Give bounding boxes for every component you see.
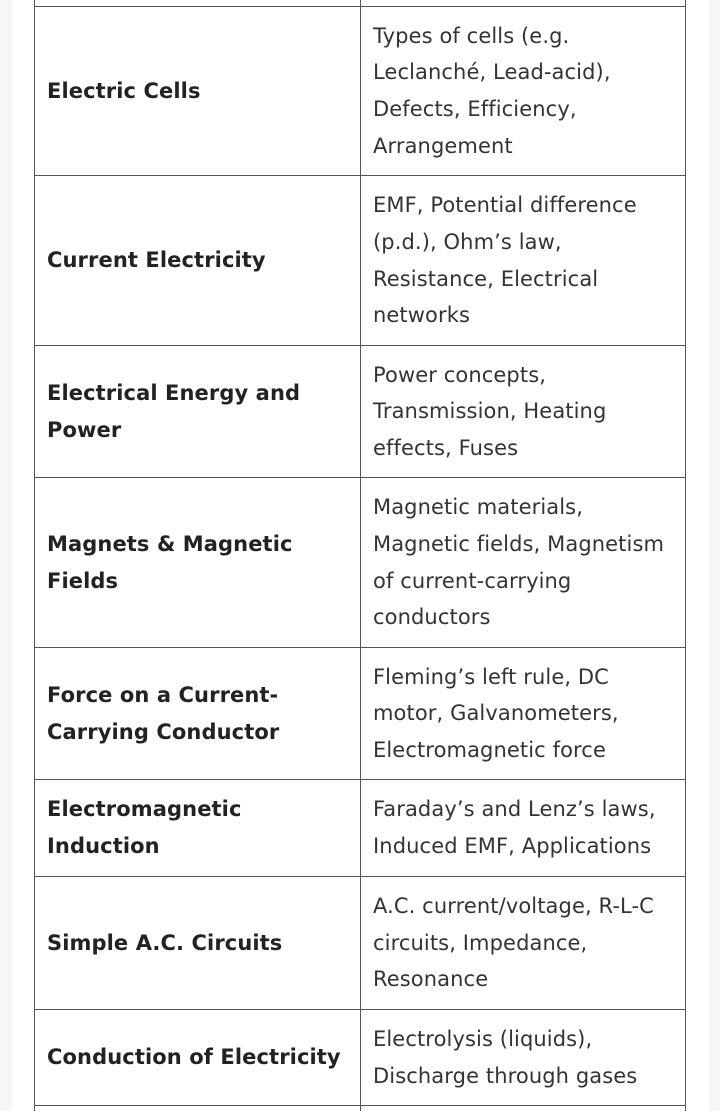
document-page <box>12 0 709 1111</box>
description-cell: Fleming’s left rule, DC motor, Galvanometers, Electromagnetic force <box>361 648 686 780</box>
topic-cell: Electrical Energy and Power <box>35 346 361 478</box>
description-cell: Magnetic materials, Magnetic fields, Magnetism of current-carrying conductors <box>361 478 686 648</box>
description-cell: Types of cells (e.g. Leclanché, Lead-acid), Defects, Efficiency, Arrangement <box>361 7 686 176</box>
syllabus-table <box>34 0 686 1111</box>
description-cell: EMF, Potential difference (p.d.), Ohm’s law, Resistance, Electrical networks <box>361 176 686 346</box>
table-row <box>35 478 686 648</box>
table-row <box>35 877 686 1010</box>
description-cell: Electrolysis (liquids), Discharge through gases <box>361 1010 686 1106</box>
description-cell: Power concepts, Transmission, Heating effects, Fuses <box>361 346 686 478</box>
table-row <box>35 1010 686 1106</box>
topic-cell: Electromagnetic Induction <box>35 780 361 877</box>
topic-cell: Current Electricity <box>35 176 361 346</box>
topic-cell: Magnets & Magnetic Fields <box>35 478 361 648</box>
table-row <box>35 780 686 877</box>
topic-cell: Force on a Current-Carrying Conductor <box>35 648 361 780</box>
description-cell <box>361 1106 686 1111</box>
table-row <box>35 176 686 346</box>
topic-cell <box>35 1106 361 1111</box>
table-row <box>35 346 686 478</box>
description-cell: Faraday’s and Lenz’s laws, Induced EMF, Applications <box>361 780 686 877</box>
topic-cell: Conduction of Electricity <box>35 1010 361 1106</box>
table-row <box>35 7 686 176</box>
table-row <box>35 648 686 780</box>
topic-cell: Simple A.C. Circuits <box>35 877 361 1010</box>
description-cell: A.C. current/voltage, R-L-C circuits, Impedance, Resonance <box>361 877 686 1010</box>
table-row <box>35 1106 686 1111</box>
topic-cell: Electric Cells <box>35 7 361 176</box>
